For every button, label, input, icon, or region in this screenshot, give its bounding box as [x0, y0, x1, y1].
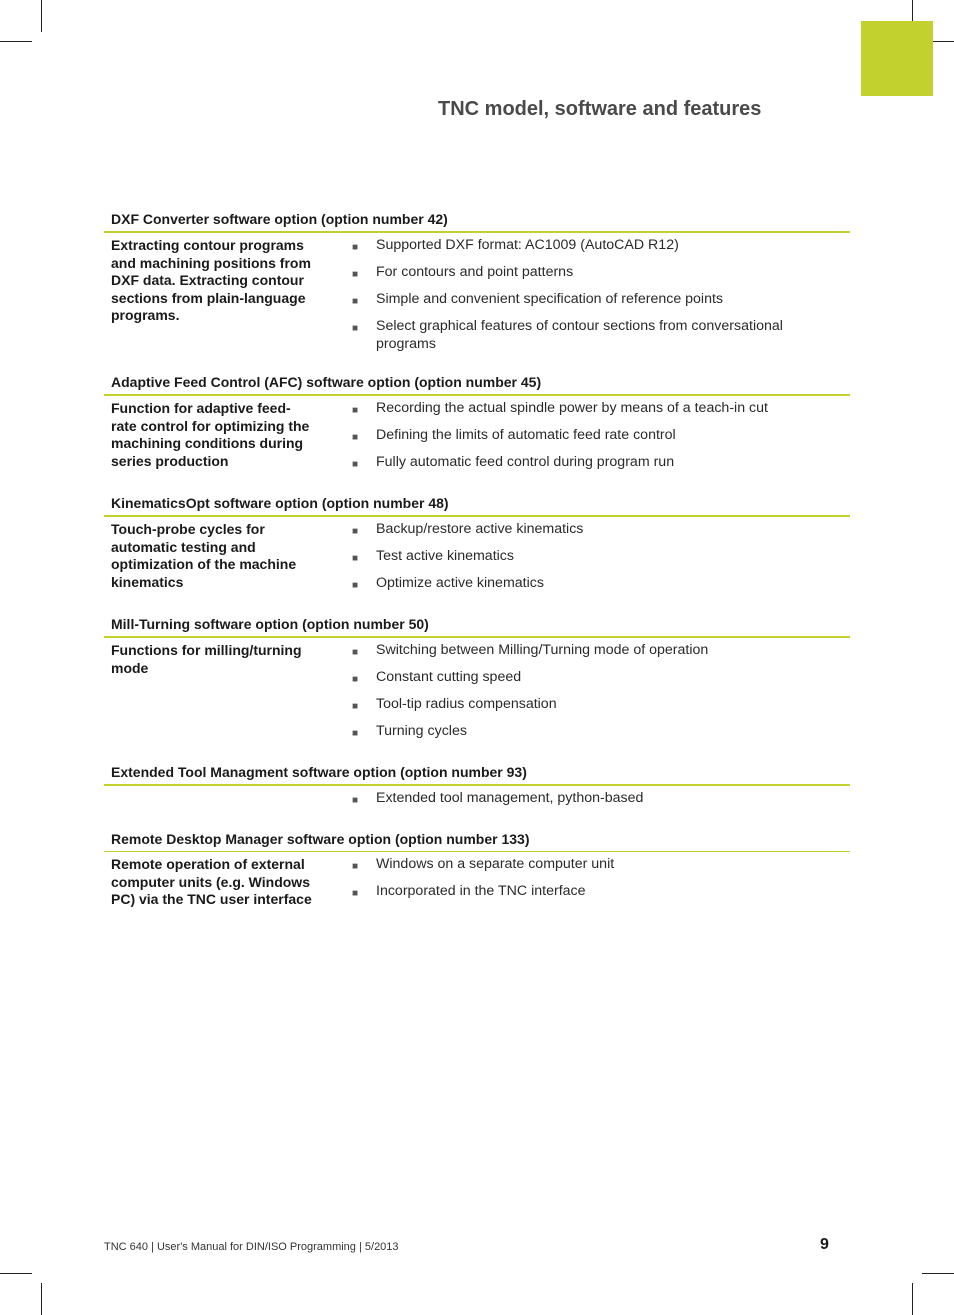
square-bullet-icon: ■ [352, 674, 359, 685]
crop-mark [912, 1283, 913, 1315]
square-bullet-icon: ■ [352, 728, 359, 739]
list-item [340, 399, 850, 420]
square-bullet-icon: ■ [352, 888, 359, 899]
list-item [340, 453, 850, 474]
square-bullet-icon: ■ [352, 647, 359, 658]
list-item-text: Optimize active kinematics [376, 575, 544, 591]
list-item-text: Windows on a separate computer unit [376, 856, 615, 872]
crop-mark [0, 1273, 32, 1274]
list-item [340, 426, 850, 447]
list-item-text: Simple and convenient specification of reference points [376, 291, 724, 307]
section-title: KinematicsOpt software option [111, 495, 318, 511]
section-heading [104, 208, 850, 233]
section-row [104, 233, 850, 371]
page-title: TNC model, software and features [438, 98, 762, 120]
section-heading [104, 371, 850, 396]
section-heading [104, 492, 850, 517]
list-item [340, 317, 850, 353]
section-title: Mill-Turning software option [111, 616, 299, 632]
list-item-text: Recording the actual spindle power by means of a teach-in cut [376, 400, 768, 416]
feature-description: Remote operation of external computer units (e.g. Windows PC) via the TNC user interface [111, 856, 312, 908]
chapter-tab-marker [861, 21, 933, 96]
list-item-text: Supported DXF format: AC1009 (AutoCAD R12) [376, 237, 679, 253]
list-item-text: Tool-tip radius compensation [376, 696, 557, 712]
feature-description: Function for adaptive feed-rate control for optimizing the machining conditions during series production [111, 400, 310, 469]
list-item-text: Constant cutting speed [376, 669, 522, 685]
section-option-number: (option number 50) [302, 616, 429, 632]
list-item [340, 574, 850, 595]
section-option-number: (option number 93) [400, 764, 527, 780]
section-option-number: (option number 133) [394, 831, 530, 847]
list-item-text: Turning cycles [376, 723, 467, 739]
feature-description [104, 789, 320, 816]
footer-text: TNC 640 | User's Manual for DIN/ISO Programming | 5/2013 [104, 1241, 399, 1253]
section-title: Remote Desktop Manager software option [111, 831, 392, 847]
crop-mark [0, 41, 32, 42]
list-item [340, 882, 850, 903]
feature-description: Functions for milling/turning mode [111, 642, 302, 676]
crop-mark [922, 1273, 954, 1274]
list-item [340, 520, 850, 541]
square-bullet-icon: ■ [352, 701, 359, 712]
feature-list [320, 789, 850, 816]
square-bullet-icon: ■ [352, 795, 359, 806]
square-bullet-icon: ■ [352, 861, 359, 872]
section-title: DXF Converter software option [111, 211, 318, 227]
list-item-text: Backup/restore active kinematics [376, 521, 584, 537]
square-bullet-icon: ■ [352, 269, 359, 280]
square-bullet-icon: ■ [352, 432, 359, 443]
list-item-text: Defining the limits of automatic feed rate control [376, 427, 676, 443]
section-row [104, 786, 850, 828]
feature-list [320, 399, 850, 480]
list-item [340, 263, 850, 284]
square-bullet-icon: ■ [352, 242, 359, 253]
section-row [104, 852, 850, 921]
list-item-text: Test active kinematics [376, 548, 514, 564]
square-bullet-icon: ■ [352, 526, 359, 537]
feature-description: Touch-probe cycles for automatic testing and optimization of the machine kinematics [111, 521, 297, 590]
feature-list [320, 520, 850, 601]
list-item [340, 641, 850, 662]
square-bullet-icon: ■ [352, 296, 359, 307]
list-item [340, 290, 850, 311]
list-item-text: Extended tool management, python-based [376, 790, 644, 806]
list-item [340, 236, 850, 257]
list-item [340, 855, 850, 876]
list-item [340, 547, 850, 568]
list-item-text: For contours and point patterns [376, 264, 574, 280]
feature-list [320, 855, 850, 909]
section-title: Extended Tool Managment software option [111, 764, 397, 780]
section-row [104, 396, 850, 492]
section-option-number: (option number 42) [321, 211, 448, 227]
feature-list [320, 236, 850, 359]
section-row [104, 638, 850, 761]
list-item-text: Select graphical features of contour sections from conversational programs [376, 318, 783, 352]
section-option-number: (option number 48) [321, 495, 449, 511]
section-title: Adaptive Feed Control (AFC) software option [111, 374, 411, 390]
feature-list [320, 641, 850, 749]
section-heading [104, 613, 850, 638]
list-item [340, 695, 850, 716]
square-bullet-icon: ■ [352, 405, 359, 416]
section-row [104, 517, 850, 613]
crop-mark [41, 1283, 42, 1315]
list-item [340, 668, 850, 689]
square-bullet-icon: ■ [352, 459, 359, 470]
square-bullet-icon: ■ [352, 323, 359, 334]
crop-mark [41, 0, 42, 32]
list-item [340, 722, 850, 743]
section-heading [104, 761, 850, 786]
list-item [340, 789, 850, 810]
feature-description: Extracting contour programs and machining positions from DXF data. Extracting contour sections from plain-language programs. [111, 237, 311, 324]
list-item-text: Incorporated in the TNC interface [376, 883, 586, 899]
square-bullet-icon: ■ [352, 553, 359, 564]
section-heading [104, 828, 850, 852]
square-bullet-icon: ■ [352, 580, 359, 591]
list-item-text: Switching between Milling/Turning mode of operation [376, 642, 709, 658]
page-number: 9 [820, 1236, 829, 1253]
list-item-text: Fully automatic feed control during program run [376, 454, 675, 470]
section-option-number: (option number 45) [414, 374, 542, 390]
options-table [104, 208, 850, 921]
